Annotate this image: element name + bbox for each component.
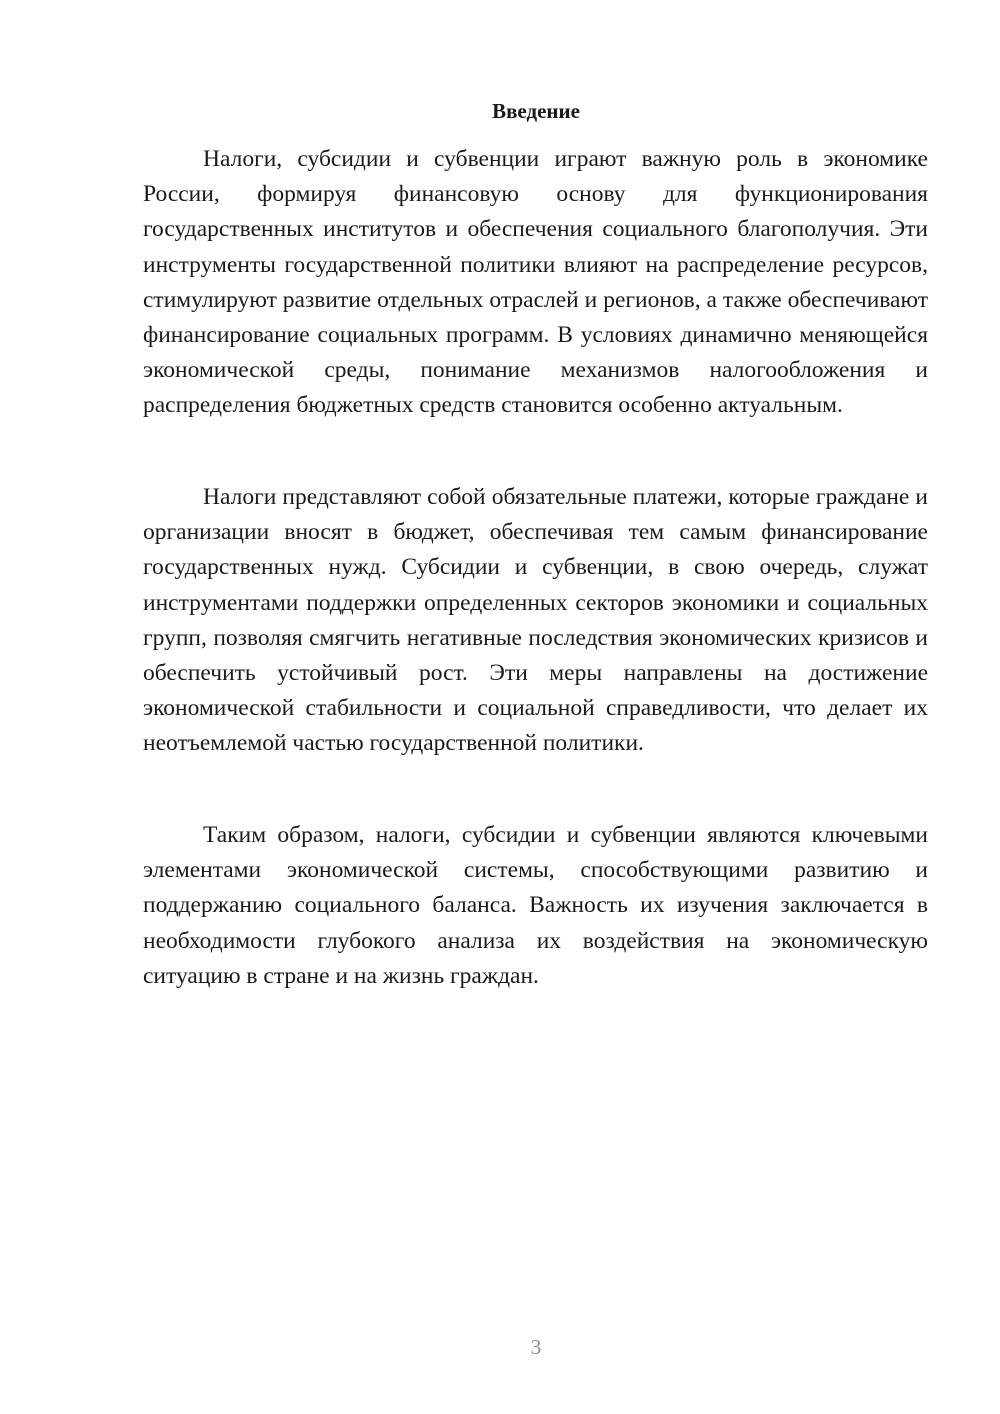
body-paragraph: Налоги, субсидии и субвенции играют важную роль в экономике России, формируя финансовую основу для функционирования государственных институтов и обеспечения социального благополучия. Эти инструменты государственной политики влияют на распределение ресурсов, стимулируют развитие отдельных отраслей и регионов, а также обеспечивают финансирование социальных программ. В условиях динамично меняющейся экономической среды, понимание механизмов налогообложения и распределения бюджетных средств становится особенно актуальным. bbox=[143, 146, 928, 419]
section-title: Введение bbox=[492, 99, 580, 123]
body-paragraph: Налоги представляют собой обязательные платежи, которые граждане и организации вносят в бюджет, обеспечивая тем самым финансирование государственных нужд. Субсидии и субвенции, в свою очередь, служат инструментами поддержки определенных секторов экономики и социальных групп, позволяя смягчить негативные последствия экономических кризисов и обеспечить устойчивый рост. Эти меры направлены на достижение экономической стабильности и социальной справедливости, что делает их неотъемлемой частью государственной политики. bbox=[143, 484, 928, 757]
body-paragraph: Таким образом, налоги, субсидии и субвенции являются ключевыми элементами экономической системы, способствующими развитию и поддержанию социального баланса. Важность их изучения заключается в необходимости глубокого анализа их воздействия на экономическую ситуацию в стране и на жизнь граждан. bbox=[143, 822, 928, 989]
page-number: 3 bbox=[530, 1335, 542, 1359]
